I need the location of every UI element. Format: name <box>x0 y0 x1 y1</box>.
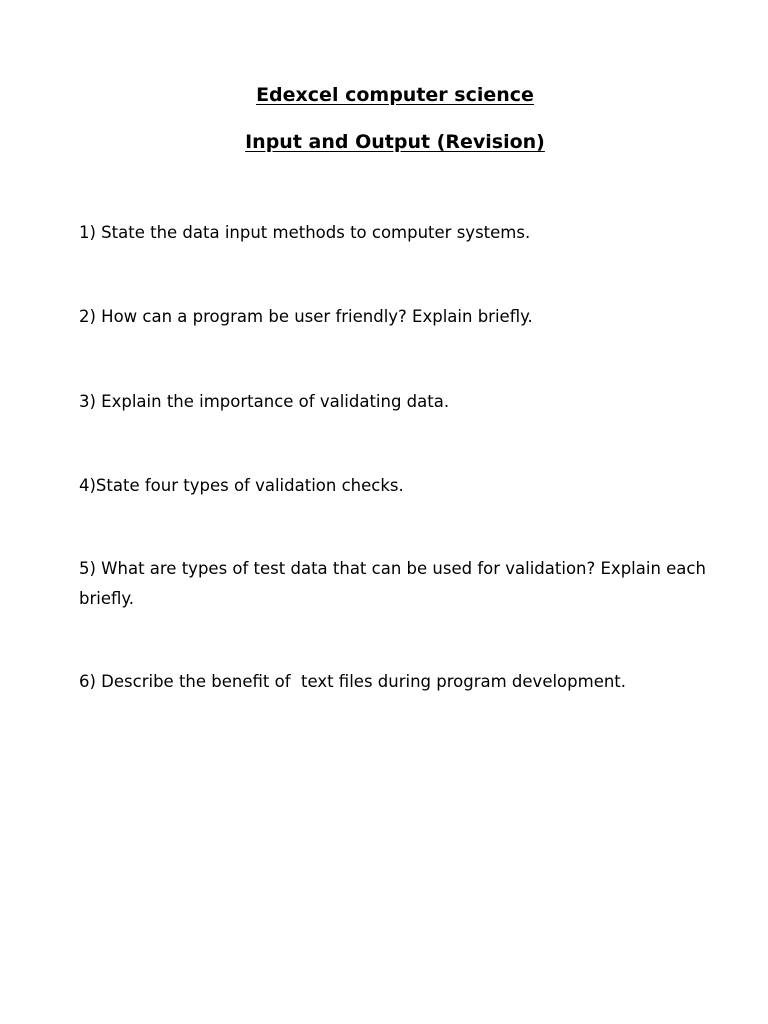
question-4: 4)State four types of validation checks. <box>79 476 404 495</box>
document-title: Edexcel computer science <box>256 84 534 106</box>
question-5: 5) What are types of test data that can be used for validation? Explain each briefly. <box>79 559 706 608</box>
question-1: 1) State the data input methods to computer systems. <box>79 223 531 242</box>
document-subtitle: Input and Output (Revision) <box>245 131 545 153</box>
question-2: 2) How can a program be user friendly? Explain briefly. <box>79 307 533 326</box>
question-6: 6) Describe the benefit of text files during program development. <box>79 672 627 691</box>
question-3: 3) Explain the importance of validating data. <box>79 392 450 411</box>
